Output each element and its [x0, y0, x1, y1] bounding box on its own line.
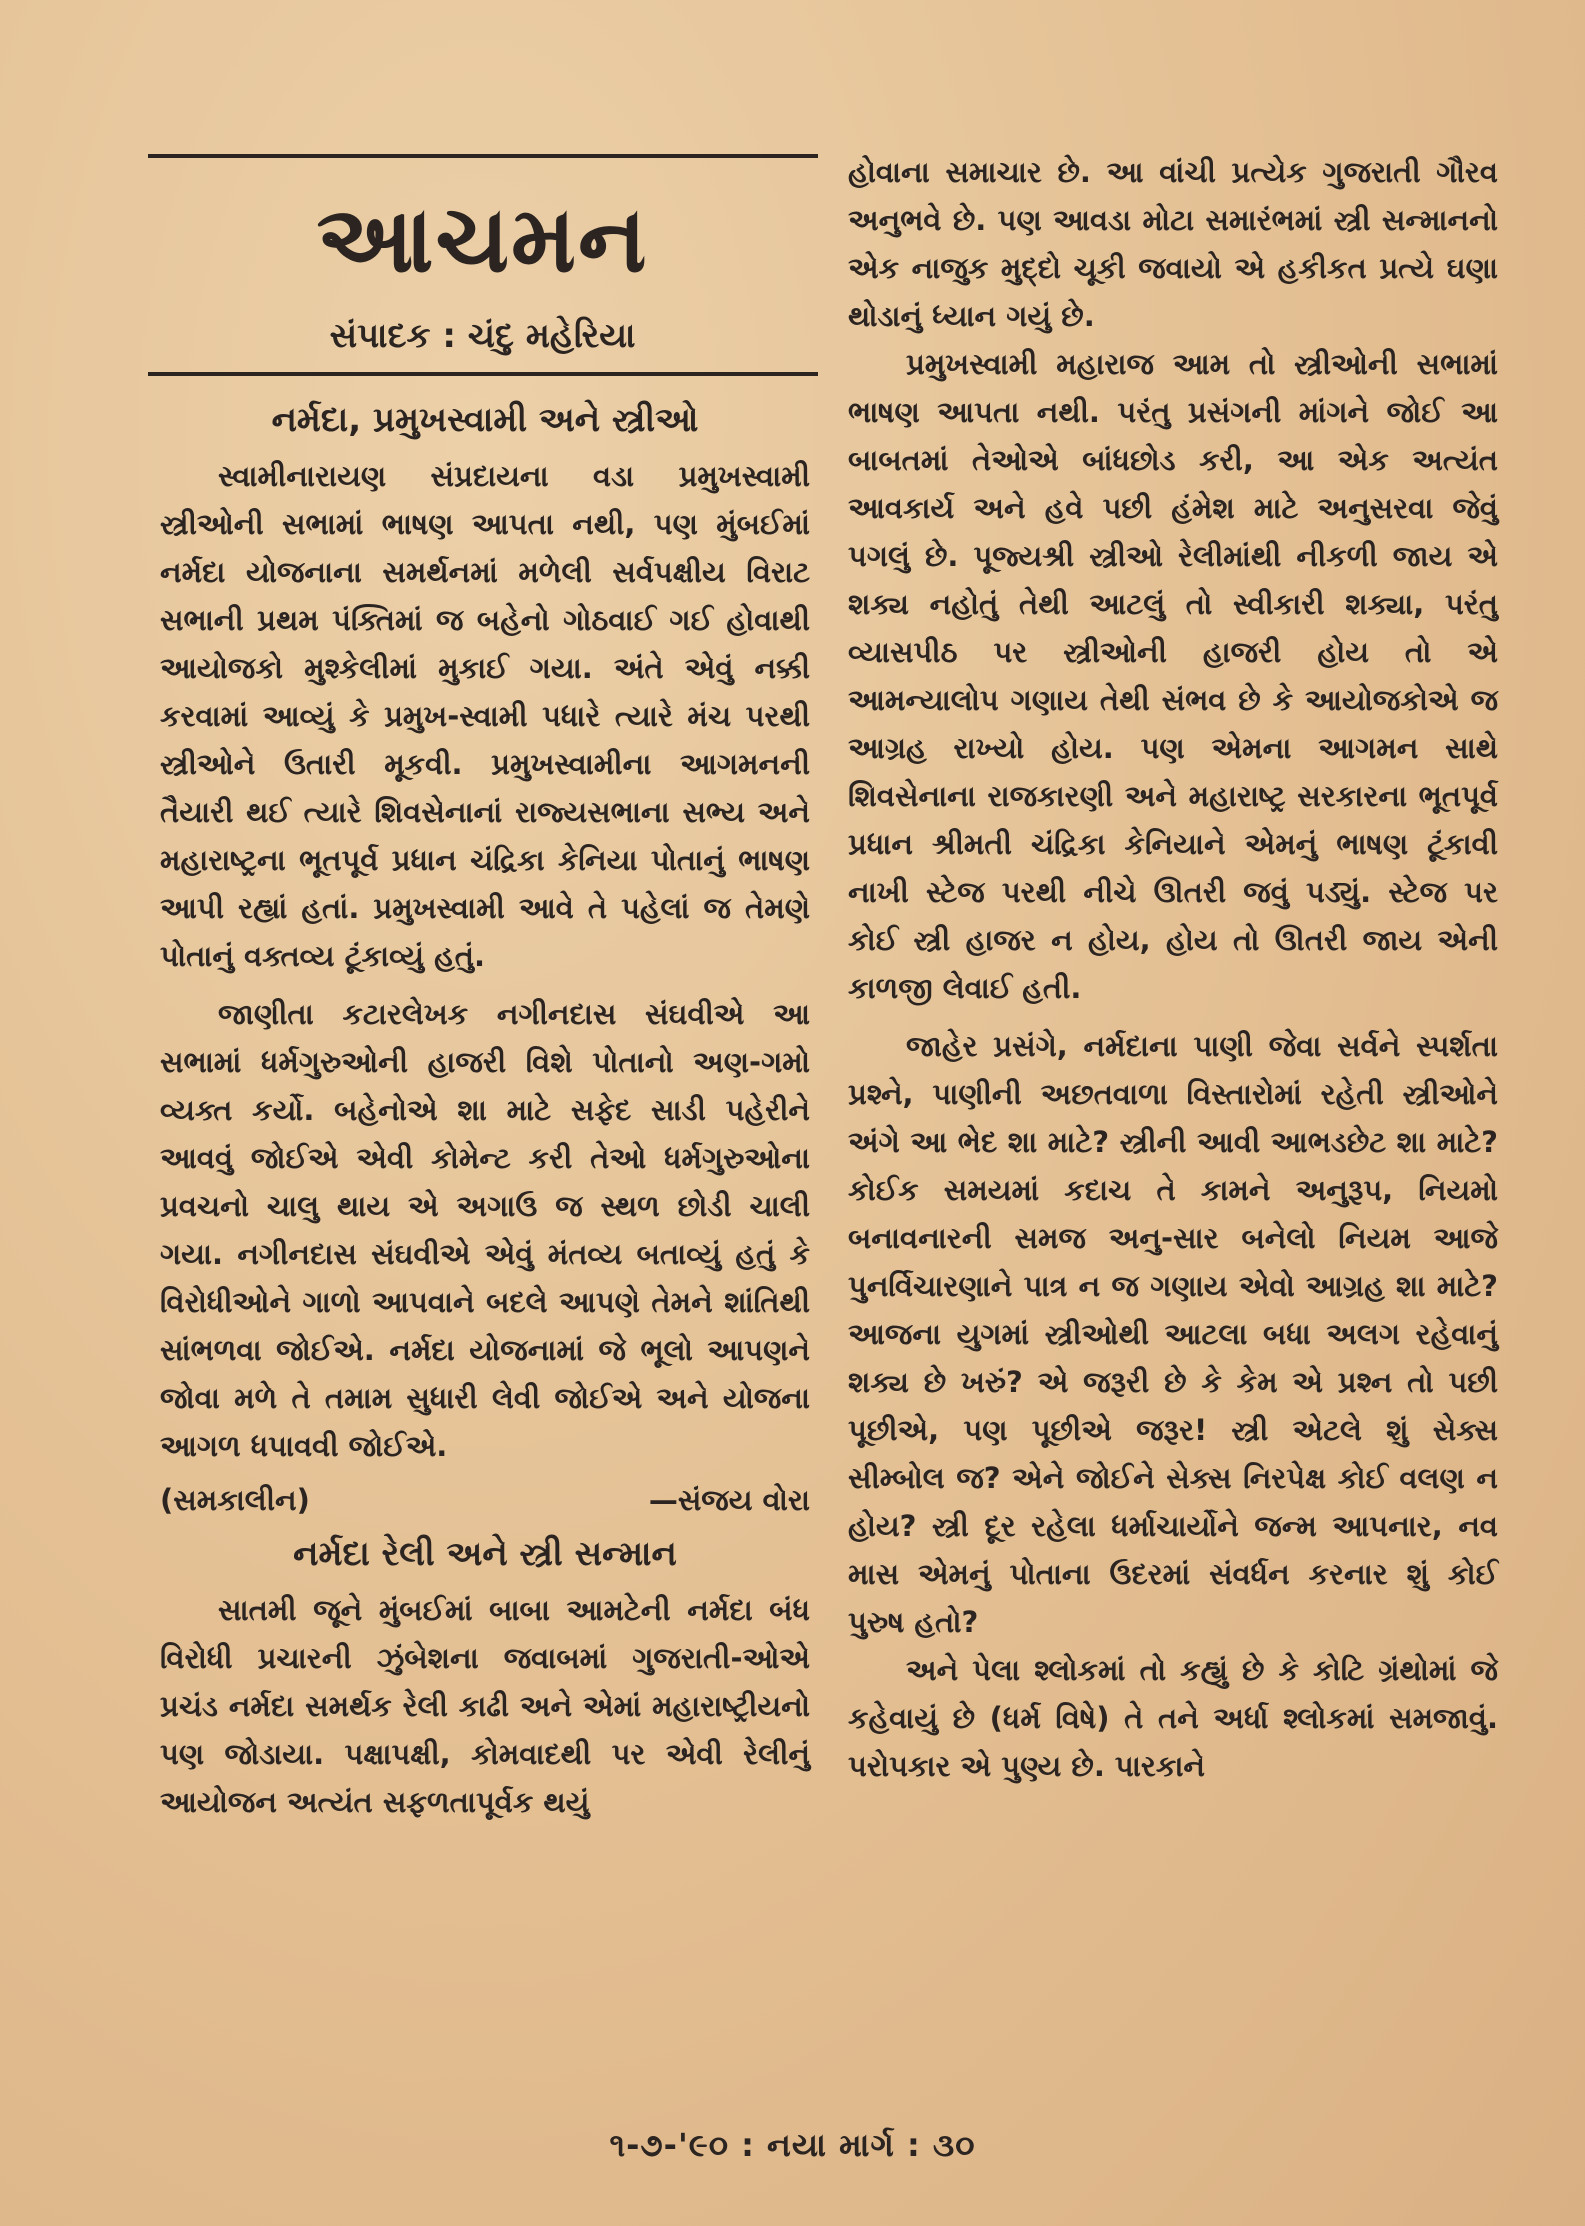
left-column: [160, 390, 810, 1826]
article-paragraph: જાણીતા કટારલેખક નગીનદાસ સંઘવીએ આ સભામાં ધર્મગુરુઓની હાજરી વિશે પોતાનો અણ-ગમો વ્યક્ત કર્યો. બહેનોએ શા માટે સફેદ સાડી પહેરીને આવવું જોઈએ એવી કોમેન્ટ કરી તેઓ ધર્મગુરુઓના પ્રવચનો ચાલુ થાય એ અગાઉ જ સ્થળ છોડી ચાલી ગયા. નગીનદાસ સંઘવીએ એવું મંતવ્ય બતાવ્યું હતું કે વિરોધીઓને ગાળો આપવાને બદલે આપણે તેમને શાંતિથી સાંભળવા જોઈએ. નર્મદા યોજનામાં જે ભૂલો આપણને જોવા મળે તે તમામ સુધારી લેવી જોઈએ અને યોજના આગળ ધપાવવી જોઈએ.: [160, 997, 810, 1463]
top-rule: [148, 154, 818, 158]
page-footer: ૧-૭-'૯૦ : નયા માર્ગ : ૩૦: [609, 2126, 976, 2164]
author-label: —સંજય વોરા: [648, 1483, 810, 1517]
source-label: (સમકાલીન): [160, 1483, 310, 1517]
article-paragraph: પ્રમુખસ્વામી મહારાજ આમ તો સ્ત્રીઓની સભામાં ભાષણ આપતા નથી. પરંતુ પ્રસંગની માંગને જોઈ આ બાબતમાં તેઓએ બાંધછોડ કરી, આ એક અત્યંત આવકાર્ય અને હવે પછી હંમેશ માટે અનુસરવા જેવું પગલું છે. પૂજ્યશ્રી સ્ત્રીઓ રેલીમાંથી નીકળી જાય એ શક્ય નહોતું તેથી આટલું તો સ્વીકારી શક્યા, પરંતુ વ્યાસપીઠ પર સ્ત્રીઓની હાજરી હોય તો એ આમન્યાલોપ ગણાય તેથી સંભવ છે કે આયોજકોએ જ આગ્રહ રાખ્યો હોય. પણ એમના આગમન સાથે શિવસેનાના રાજકારણી અને મહારાષ્ટ્ર સરકારના ભૂતપૂર્વ પ્રધાન શ્રીમતી ચંદ્રિકા કેનિયાને એમનું ભાષણ ટૂંકાવી નાખી સ્ટેજ પરથી નીચે ઊતરી જવું પડ્યું. સ્ટેજ પર કોઈ સ્ત્રી હાજર ન હોય, હોય તો ઊતરી જાય એની કાળજી લેવાઈ હતી.: [848, 347, 1498, 1005]
article-paragraph: સ્વામીનારાયણ સંપ્રદાયના વડા પ્રમુખસ્વામી સ્ત્રીઓની સભામાં ભાષણ આપતા નથી, પણ મુંબઈમાં નર્મદા યોજનાના સમર્થનમાં મળેલી સર્વપક્ષીય વિરાટ સભાની પ્રથમ પંક્તિમાં જ બહેનો ગોઠવાઈ ગઈ હોવાથી આયોજકો મુશ્કેલીમાં મુકાઈ ગયા. અંતે એવું નક્કી કરવામાં આવ્યું કે પ્રમુખ-સ્વામી પધારે ત્યારે મંચ પરથી સ્ત્રીઓને ઉતારી મૂકવી. પ્રમુખસ્વામીના આગમનની તૈયારી થઈ ત્યારે શિવસેનાનાં રાજ્યસભાના સભ્ય અને મહારાષ્ટ્રના ભૂતપૂર્વ પ્રધાન ચંદ્રિકા કેનિયા પોતાનું ભાષણ આપી રહ્યાં હતાં. પ્રમુખસ્વામી આવે તે પહેલાં જ તેમણે પોતાનું વક્તવ્ય ટૂંકાવ્યું હતું.: [160, 459, 810, 973]
article-paragraph: જાહેર પ્રસંગે, નર્મદાના પાણી જેવા સર્વને સ્પર્શતા પ્રશ્ને, પાણીની અછતવાળા વિસ્તારોમાં રહેતી સ્ત્રીઓને અંગે આ ભેદ શા માટે? સ્ત્રીની આવી આભડછેટ શા માટે? કોઈક સમયમાં કદાચ તે કામને અનુરૂપ, નિયમો બનાવનારની સમજ અનુ-સાર બનેલો નિયમ આજે પુનર્વિચારણાને પાત્ર ન જ ગણાય એવો આગ્રહ શા માટે? આજના યુગમાં સ્ત્રીઓથી આટલા બધા અલગ રહેવાનું શક્ય છે ખરું? એ જરૂરી છે કે કેમ એ પ્રશ્ન તો પછી પૂછીએ, પણ પૂછીએ જરૂર! સ્ત્રી એટલે શું સેક્સ સીમ્બોલ જ? એને જોઈને સેક્સ નિરપેક્ષ કોઈ વલણ ન હોય? સ્ત્રી દૂર રહેલા ધર્માચાર્યોને જન્મ આપનાર, નવ માસ એમનું પોતાના ઉદરમાં સંવર્ધન કરનાર શું કોઈ પુરુષ હતો?: [848, 1029, 1498, 1639]
article-paragraph: સાતમી જૂને મુંબઈમાં બાબા આમટેની નર્મદા બંધ વિરોધી પ્રચારની ઝુંબેશના જવાબમાં ગુજરાતી-ઓએ પ્રચંડ નર્મદા સમર્થક રેલી કાઢી અને એમાં મહારાષ્ટ્રીયનો પણ જોડાયા. પક્ષાપક્ષી, કોમવાદથી પર એવી રેલીનું આયોજન અત્યંત સફળતાપૂર્વક થયું: [160, 1593, 810, 1819]
editor-credit: સંપાદક : ચંદુ મહેરિયા: [329, 316, 636, 356]
article-paragraph: અને પેલા શ્લોકમાં તો કહ્યું છે કે કોટિ ગ્રંથોમાં જે કહેવાયું છે (ધર્મ વિષે) તે તને અર્ધા શ્લોકમાં સમજાવું. પરોપકાર એ પુણ્ય છે. પારકાને: [848, 1653, 1498, 1783]
right-column: [848, 148, 1498, 1790]
article-title-narmada-pramukhswami: નર્મદા, પ્રમુખસ્વામી અને સ્ત્રીઓ: [271, 400, 699, 440]
article-paragraph: હોવાના સમાચાર છે. આ વાંચી પ્રત્યેક ગુજરાતી ગૌરવ અનુભવે છે. પણ આવડા મોટા સમારંભમાં સ્ત્રી સન્માનનો એક નાજુક મુદ્દો ચૂકી જવાયો એ હકીકત પ્રત્યે ઘણા થોડાનું ધ્યાન ગયું છે.: [848, 155, 1498, 333]
masthead-rule: [148, 372, 818, 376]
article-signature: [160, 1476, 810, 1524]
masthead-title: આચમન: [316, 185, 649, 293]
article-title-narmada-rally: નર્મદા રેલી અને સ્ત્રી સન્માન: [293, 1534, 677, 1574]
